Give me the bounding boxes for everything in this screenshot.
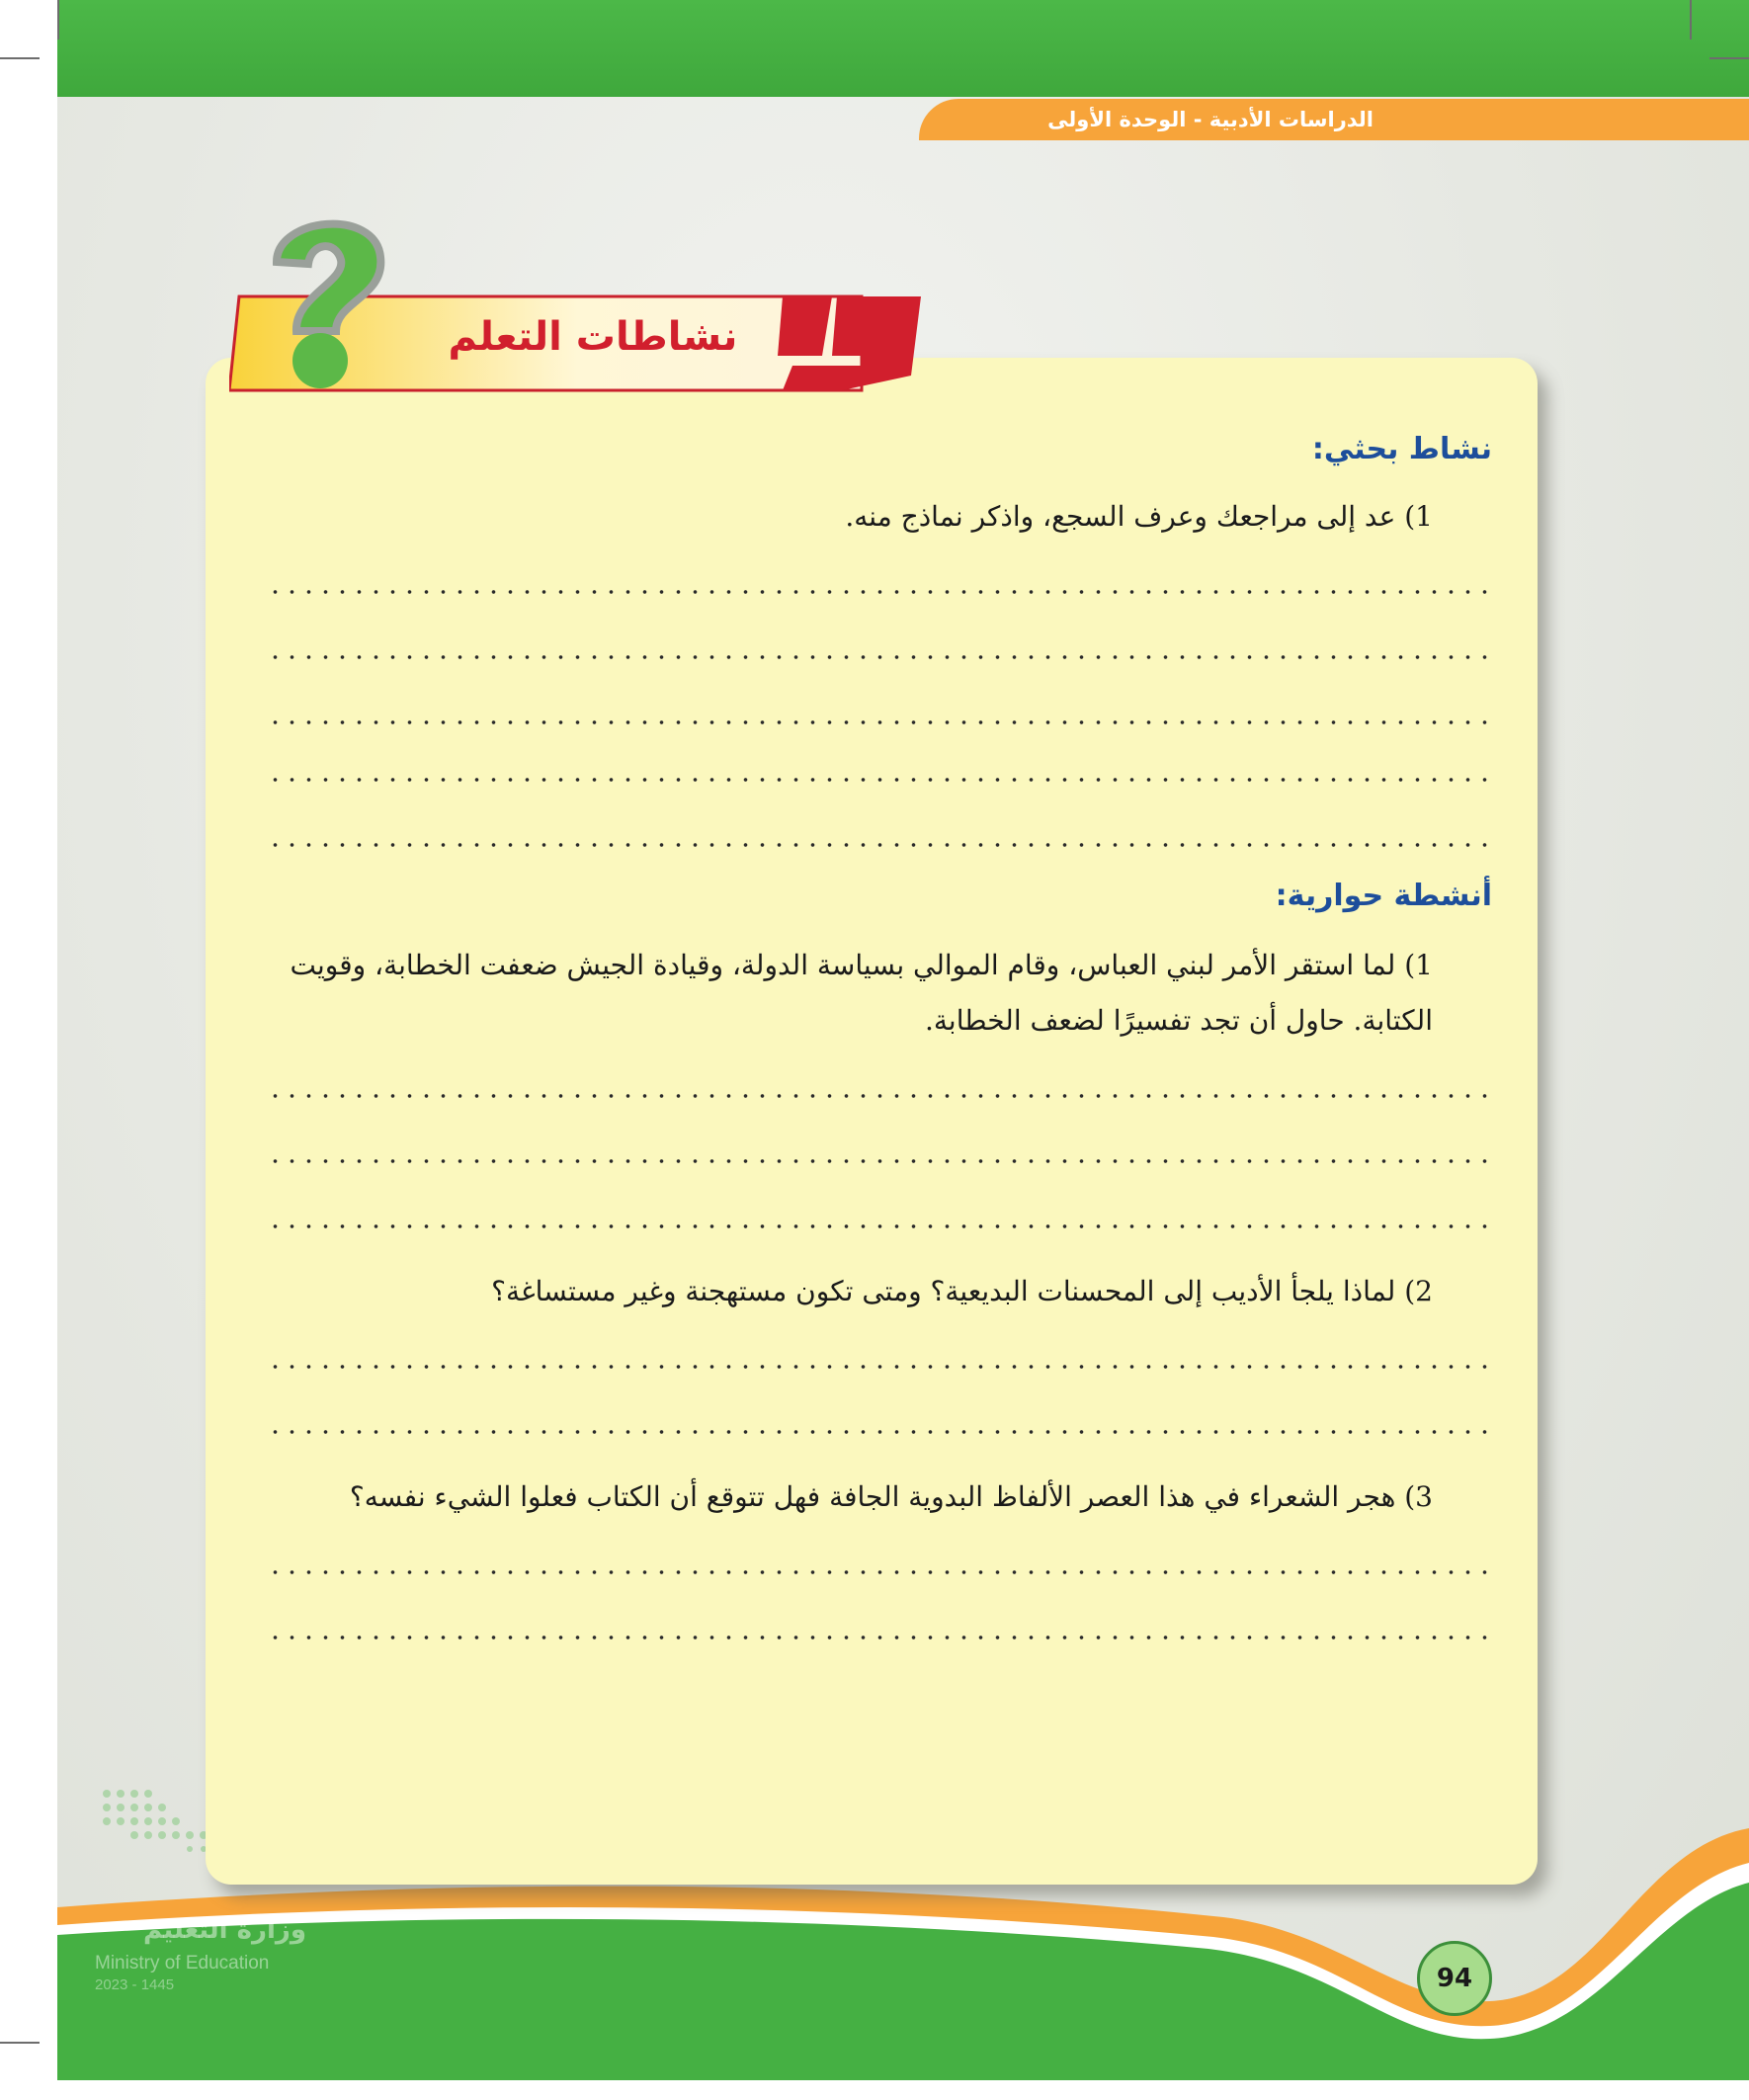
question-text: 1) عد إلى مراجعك وعرف السجع، واذكر نماذج منه. — [845, 500, 1433, 533]
answer-line[interactable] — [267, 545, 1492, 610]
banner-title: نشاطات التعلم — [448, 314, 738, 360]
crop-mark — [0, 2042, 40, 2044]
unit-title: الدراسات الأدبية - الوحدة الأولى — [1047, 108, 1374, 131]
page-number: 94 — [1417, 1941, 1492, 2016]
crop-mark — [0, 57, 40, 59]
question-text: 2) لماذا يلجأ الأديب إلى المحسنات البديعية؟ ومتى تكون مستهجنة وغير مستساغة؟ — [491, 1275, 1433, 1307]
answer-line[interactable] — [267, 1385, 1492, 1450]
crop-mark — [1709, 57, 1749, 59]
top-green-band — [57, 0, 1749, 97]
question-text: 3) هجر الشعراء في هذا العصر الألفاظ البدوية الجافة فهل تتوقع أن الكتاب فعلوا الشيء نفسه؟ — [349, 1480, 1433, 1513]
answer-line[interactable] — [267, 1049, 1492, 1114]
answer-line[interactable] — [267, 1590, 1492, 1655]
answer-line[interactable] — [267, 740, 1492, 798]
ministry-name-en: Ministry of Education — [95, 1953, 270, 1974]
activities-content — [267, 420, 1492, 1655]
answer-line[interactable] — [267, 1114, 1492, 1179]
answer-line[interactable] — [267, 610, 1492, 675]
answer-line[interactable] — [267, 798, 1492, 863]
answer-line[interactable] — [267, 1525, 1492, 1590]
answer-line[interactable] — [267, 675, 1492, 740]
question-text: 1) لما استقر الأمر لبني العباس، وقام الموالي بسياسة الدولة، وقيادة الجيش ضعفت الخطابة، وقويت الكتابة. حاول أن تجد تفسيرًا لضعف الخطابة. — [290, 949, 1433, 1037]
section-title-dialogue: أنشطة حوارية: — [1275, 879, 1492, 913]
ministry-name-ar: وزارة التعليم — [143, 1915, 306, 1945]
unit-header-bar — [919, 99, 1749, 140]
ministry-year: 2023 - 1445 — [95, 1976, 175, 1993]
crop-mark — [1690, 0, 1692, 40]
crop-mark — [57, 0, 59, 40]
answer-line[interactable] — [267, 1179, 1492, 1244]
question-mark-icon — [237, 203, 395, 400]
section-title-research: نشاط بحثي: — [1311, 432, 1492, 466]
answer-line[interactable] — [267, 1319, 1492, 1385]
